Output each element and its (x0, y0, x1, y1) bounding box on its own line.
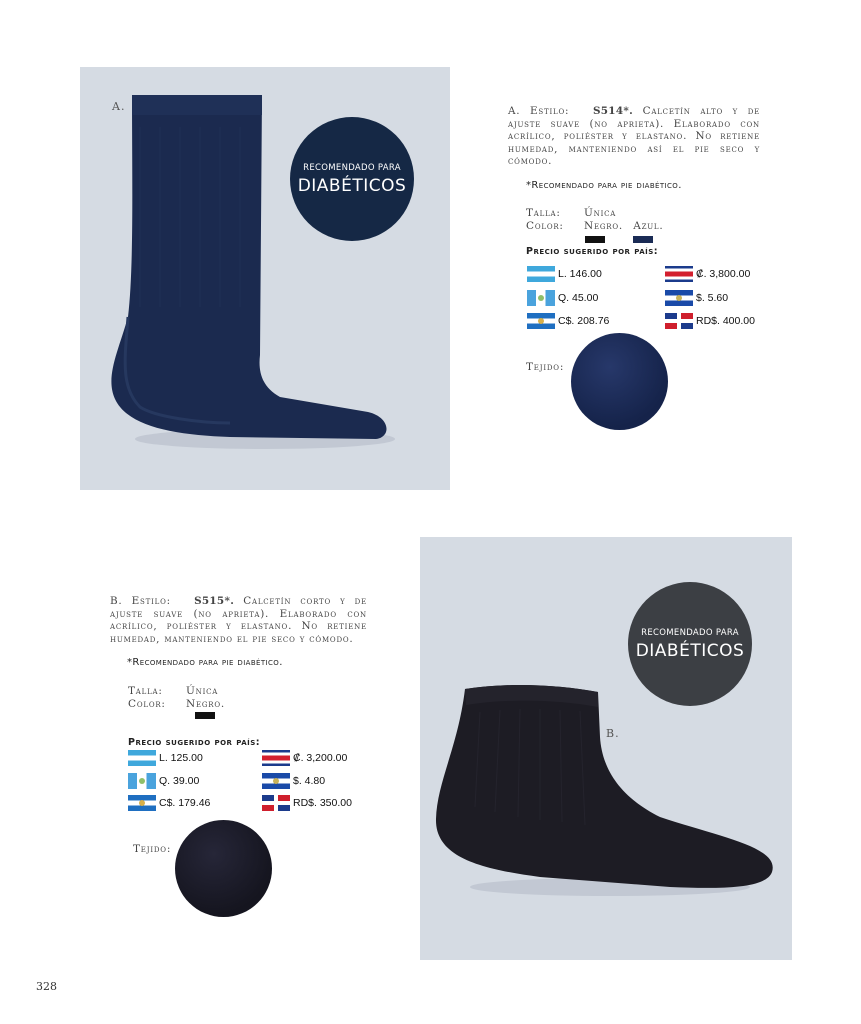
el-salvador-flag-icon (262, 773, 290, 789)
price-value: RD$. 400.00 (696, 315, 755, 327)
product-b-diabetic-note: *Recomendado para pie diabético. (127, 657, 283, 668)
price-value: $. 4.80 (293, 775, 326, 787)
price-value: L. 125.00 (159, 752, 203, 764)
product-b-fabric-label: Tejido: (133, 843, 172, 855)
product-a-diabetic-note: *Recomendado para pie diabético. (526, 180, 682, 191)
price-guatemala (527, 290, 598, 306)
product-a-description (508, 105, 760, 168)
price-value: Q. 39.00 (159, 775, 200, 787)
badge-b-title: DIABÉTICOS (635, 640, 745, 661)
price-value: Q. 45.00 (558, 292, 599, 304)
size-value: Única (584, 207, 617, 219)
product-a-desc-body: Calcetín alto y de ajuste suave (no aprieta). Elaborado con acrílico, poliéster y elastano. No retiene humedad, manteniendo así el pie seco y cómodo. (508, 105, 761, 168)
product-a-fabric-label: Tejido: (526, 361, 565, 373)
price-dominican-republic (665, 313, 755, 329)
swatch-blue (633, 236, 653, 243)
costa-rica-flag-icon (665, 266, 693, 282)
crew-sock-illustration (80, 67, 450, 490)
honduras-flag-icon (527, 266, 555, 282)
price-el-salvador (262, 773, 325, 789)
price-dominican-republic (262, 795, 352, 811)
dominican-republic-flag-icon (262, 795, 290, 811)
size-label: Talla: (128, 685, 163, 697)
ankle-sock-illustration (420, 537, 792, 960)
price-value: ₡. 3,800.00 (696, 268, 751, 280)
page-number: 328 (36, 980, 57, 993)
price-honduras (128, 750, 203, 766)
product-b-size-row (128, 685, 218, 697)
product-a-size-row (526, 207, 616, 219)
honduras-flag-icon (128, 750, 156, 766)
product-a-image-panel (80, 67, 450, 490)
price-value: RD$. 350.00 (293, 797, 352, 809)
color-label: Color: (128, 698, 166, 710)
color-black: Negro. (584, 220, 624, 232)
price-costa-rica (665, 266, 750, 282)
product-a-panel-letter: A. (112, 100, 126, 113)
product-b-fabric-swatch (175, 820, 272, 917)
guatemala-flag-icon (527, 290, 555, 306)
product-b-description (110, 595, 367, 645)
nicaragua-flag-icon (128, 795, 156, 811)
price-value: $. 5.60 (696, 292, 729, 304)
el-salvador-flag-icon (665, 290, 693, 306)
badge-a-title: DIABÉTICOS (297, 175, 407, 196)
product-b-desc-body: Calcetín corto y de ajuste suave (no aprieta). Elaborado con acrílico, poliéster y elastano. No retiene humedad, manteniendo el pie seco y cómodo. (110, 595, 367, 645)
dominican-republic-flag-icon (665, 313, 693, 329)
color-black: Negro. (186, 698, 226, 710)
swatch-black (195, 712, 215, 719)
size-value: Única (186, 685, 219, 697)
color-label: Color: (526, 220, 564, 232)
price-el-salvador (665, 290, 728, 306)
price-value: L. 146.00 (558, 268, 602, 280)
swatch-black (585, 236, 605, 243)
nicaragua-flag-icon (527, 313, 555, 329)
product-b-color-row (128, 698, 225, 710)
guatemala-flag-icon (128, 773, 156, 789)
price-honduras (527, 266, 602, 282)
costa-rica-flag-icon (262, 750, 290, 766)
product-b-panel-letter: B. (606, 727, 620, 740)
product-b-style-code: S515*. (194, 595, 235, 607)
badge-a-caption: RECOMENDADO PARA (303, 162, 401, 173)
price-value: C$. 179.46 (159, 797, 211, 809)
size-label: Talla: (526, 207, 561, 219)
product-b-price-heading: Precio sugerido por país: (128, 737, 261, 748)
price-nicaragua (128, 795, 210, 811)
price-value: ₡. 3,200.00 (293, 752, 348, 764)
product-a-fabric-swatch (571, 333, 668, 430)
product-b-style-label: B. Estilo: (110, 595, 171, 607)
color-blue: Azul. (633, 220, 664, 232)
badge-b-caption: RECOMENDADO PARA (641, 627, 739, 638)
product-a-style-label: A. Estilo: (508, 105, 570, 117)
diabetic-recommended-badge-a (290, 117, 414, 241)
product-a-price-heading: Precio sugerido por país: (526, 246, 659, 257)
price-guatemala (128, 773, 199, 789)
price-costa-rica (262, 750, 347, 766)
product-a-style-code: S514*. (592, 105, 633, 117)
product-a-color-row (526, 220, 664, 232)
price-value: C$. 208.76 (558, 315, 610, 327)
product-b-image-panel (420, 537, 792, 960)
price-nicaragua (527, 313, 609, 329)
